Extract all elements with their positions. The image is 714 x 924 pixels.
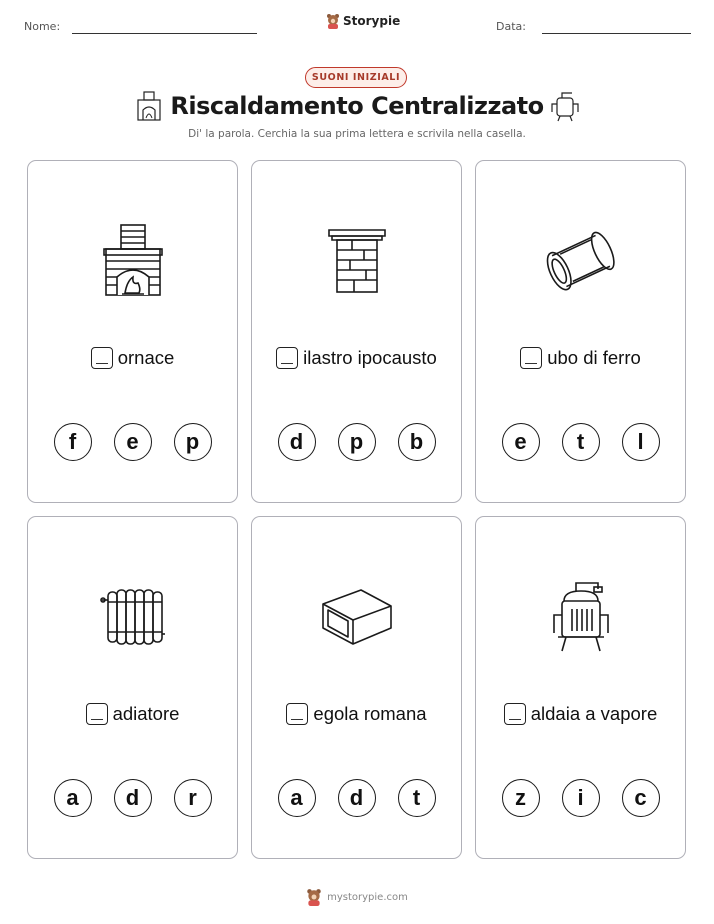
word-card <box>475 516 686 859</box>
word-prompt <box>28 347 237 369</box>
letter-choices <box>28 779 237 817</box>
letter-choice[interactable]: f <box>54 423 92 461</box>
name-label: Nome: <box>24 20 61 33</box>
date-label: Data: <box>496 20 526 33</box>
letter-choice[interactable]: r <box>174 779 212 817</box>
letter-choice[interactable]: d <box>338 779 376 817</box>
page-title: Riscaldamento Centralizzato <box>170 92 544 120</box>
letter-choice[interactable]: c <box>622 779 660 817</box>
storypie-bear-icon <box>326 13 340 29</box>
letter-choice[interactable]: d <box>114 779 152 817</box>
letter-choice[interactable]: a <box>54 779 92 817</box>
word-prompt <box>252 703 461 725</box>
letter-choices <box>252 779 461 817</box>
answer-box[interactable] <box>504 703 526 725</box>
instructions: Di' la parola. Cerchia la sua prima lettera e scrivila nella casella. <box>188 128 526 140</box>
letter-choice[interactable]: p <box>338 423 376 461</box>
letter-choice[interactable]: z <box>502 779 540 817</box>
steam-boiler-icon <box>548 577 614 657</box>
letter-choice[interactable]: e <box>502 423 540 461</box>
letter-choices <box>252 423 461 461</box>
letter-choices <box>476 779 685 817</box>
letter-choice[interactable]: t <box>398 779 436 817</box>
name-field-line[interactable] <box>72 33 257 34</box>
footer <box>0 888 714 906</box>
word-prompt <box>476 347 685 369</box>
letter-choice[interactable]: p <box>174 423 212 461</box>
word-prompt <box>252 347 461 369</box>
fireplace-icon <box>102 221 164 301</box>
radiator-icon <box>100 586 166 648</box>
brand-logo <box>326 13 400 29</box>
letter-choice[interactable]: t <box>562 423 600 461</box>
footer-site[interactable]: mystorypie.com <box>327 891 408 903</box>
word-card <box>251 160 462 503</box>
letter-choices <box>28 423 237 461</box>
answer-box[interactable] <box>286 703 308 725</box>
letter-choice[interactable]: d <box>278 423 316 461</box>
word-ending: egola romana <box>313 703 427 724</box>
word-card <box>27 160 238 503</box>
letter-choice[interactable]: b <box>398 423 436 461</box>
word-prompt <box>28 703 237 725</box>
letter-choice[interactable]: i <box>562 779 600 817</box>
letter-choice[interactable]: a <box>278 779 316 817</box>
letter-choices <box>476 423 685 461</box>
topic-badge: SUONI INIZIALI <box>305 67 407 88</box>
answer-box[interactable] <box>91 347 113 369</box>
boiler-icon <box>550 90 580 122</box>
word-prompt <box>476 703 685 725</box>
word-card <box>27 516 238 859</box>
word-ending: aldaia a vapore <box>530 703 658 724</box>
answer-box[interactable] <box>276 347 298 369</box>
iron-pipe-icon <box>543 226 619 296</box>
chimney-pillar-icon <box>326 226 388 296</box>
word-card <box>251 516 462 859</box>
answer-box[interactable] <box>86 703 108 725</box>
answer-box[interactable] <box>520 347 542 369</box>
word-ending: adiatore <box>112 703 180 724</box>
letter-choice[interactable]: e <box>114 423 152 461</box>
word-ending: ornace <box>117 347 175 368</box>
roman-tile-icon <box>319 586 395 648</box>
word-ending: ubo di ferro <box>547 347 641 368</box>
brand-name: Storypie <box>343 14 401 28</box>
letter-choice[interactable]: l <box>622 423 660 461</box>
date-field-line[interactable] <box>542 33 691 34</box>
word-card <box>475 160 686 503</box>
word-ending: ilastro ipocausto <box>303 347 437 368</box>
storypie-bear-icon <box>306 888 322 906</box>
